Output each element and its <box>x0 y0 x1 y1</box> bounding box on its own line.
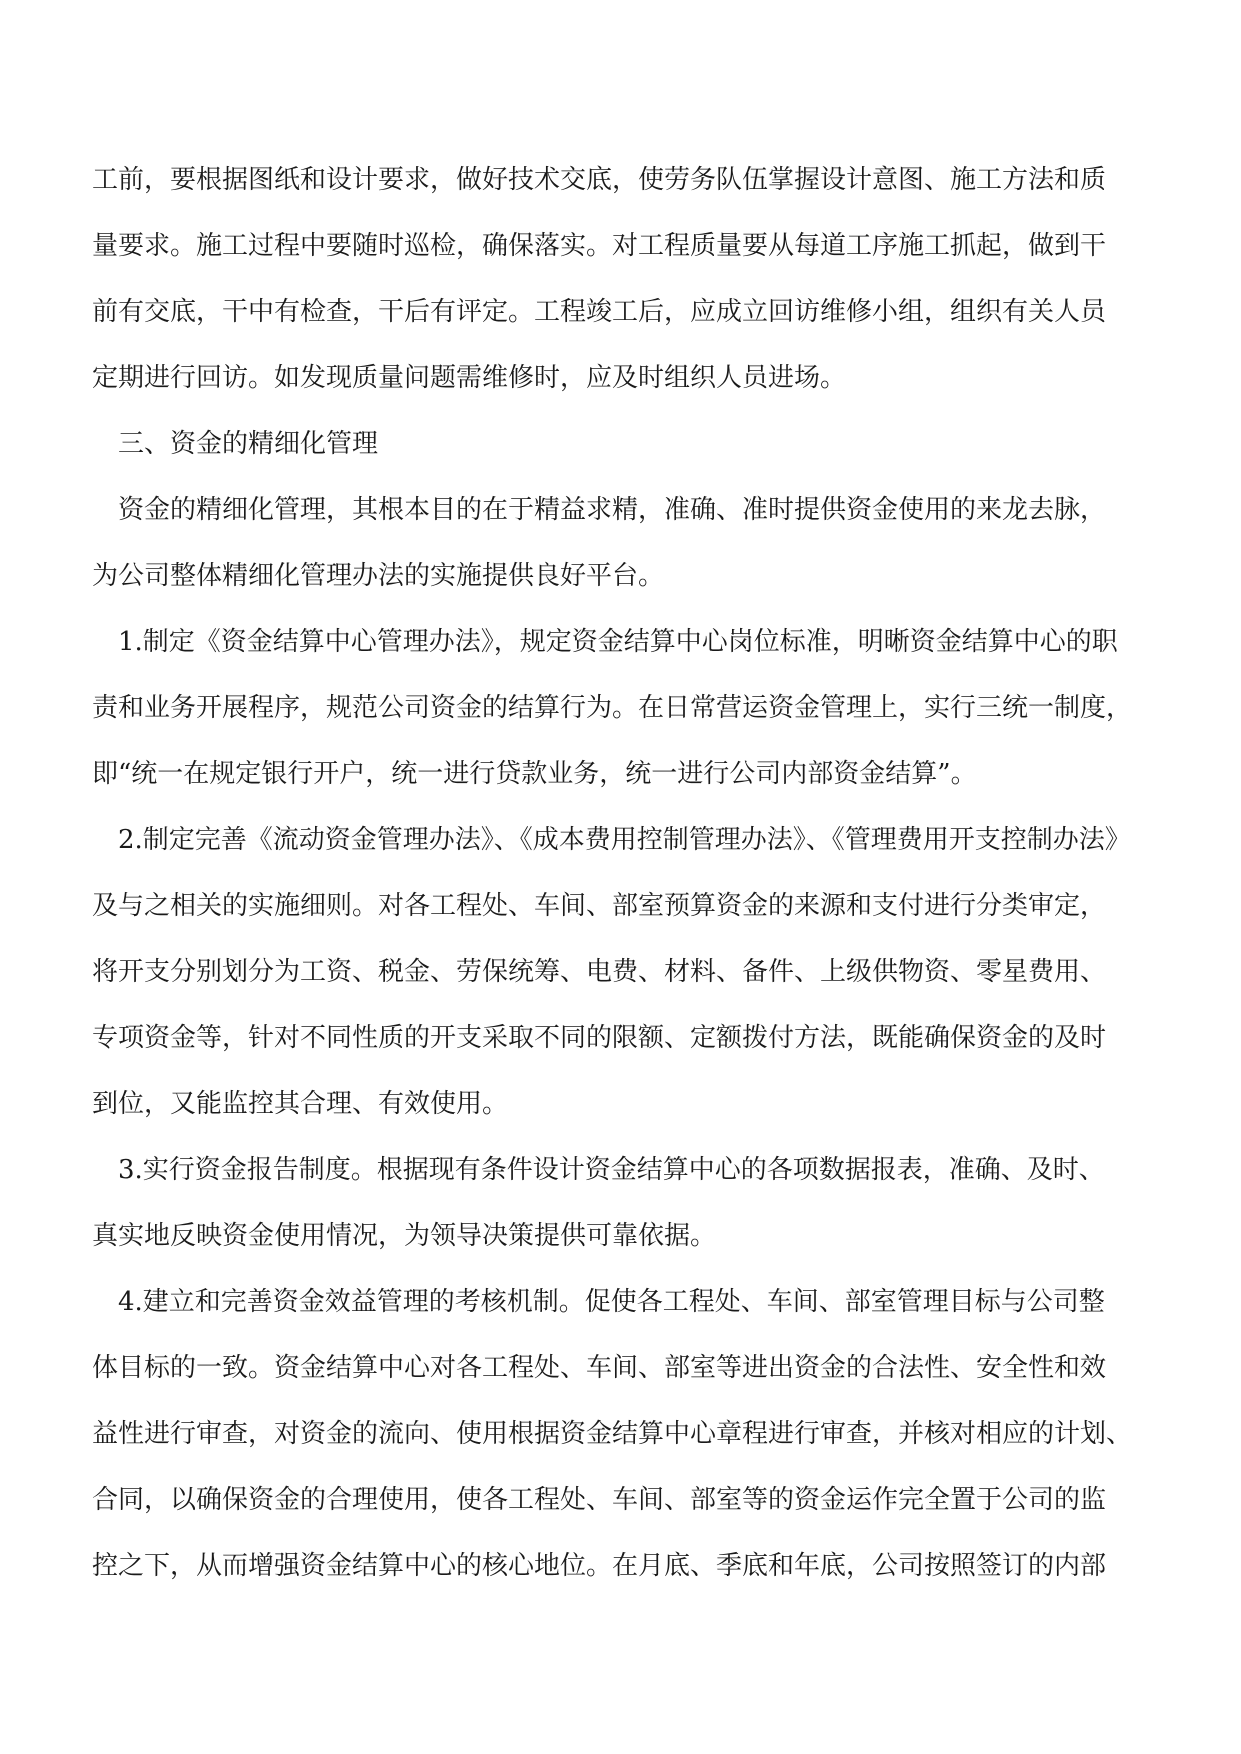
list-item-line: 将开支分别划分为工资、税金、劳保统筹、电费、材料、备件、上级供物资、零星费用、 <box>92 957 1107 987</box>
list-item-line: 2.制定完善《流动资金管理办法》、《成本费用控制管理办法》、《管理费用开支控制办法》 <box>118 825 1131 855</box>
body-text-line: 量要求。施工过程中要随时巡检，确保落实。对工程质量要从每道工序施工抓起，做到干 <box>92 231 1107 261</box>
body-text-line: 工前，要根据图纸和设计要求，做好技术交底，使劳务队伍掌握设计意图、施工方法和质 <box>92 165 1107 195</box>
list-item-line: 体目标的一致。资金结算中心对各工程处、车间、部室等进出资金的合法性、安全性和效 <box>92 1353 1107 1383</box>
section-heading: 三、资金的精细化管理 <box>118 429 379 459</box>
list-item-line: 真实地反映资金使用情况，为领导决策提供可靠依据。 <box>92 1221 717 1251</box>
list-item-line: 1.制定《资金结算中心管理办法》，规定资金结算中心岗位标准，明晰资金结算中心的职 <box>118 627 1118 657</box>
list-item-line: 3.实行资金报告制度。根据现有条件设计资金结算中心的各项数据报表，准确、及时、 <box>118 1155 1105 1185</box>
body-text-line: 前有交底，干中有检查，干后有评定。工程竣工后，应成立回访维修小组，组织有关人员 <box>92 297 1107 327</box>
list-item-line: 及与之相关的实施细则。对各工程处、车间、部室预算资金的来源和支付进行分类审定， <box>92 891 1107 921</box>
list-item-line: 合同，以确保资金的合理使用，使各工程处、车间、部室等的资金运作完全置于公司的监 <box>92 1485 1107 1515</box>
list-item-line: 即“统一在规定银行开户，统一进行贷款业务，统一进行公司内部资金结算”。 <box>92 759 977 789</box>
list-item-line: 专项资金等，针对不同性质的开支采取不同的限额、定额拨付方法，既能确保资金的及时 <box>92 1023 1107 1053</box>
list-item-line: 4.建立和完善资金效益管理的考核机制。促使各工程处、车间、部室管理目标与公司整 <box>118 1287 1105 1317</box>
list-item-line: 责和业务开展程序，规范公司资金的结算行为。在日常营运资金管理上，实行三统一制度， <box>92 693 1133 723</box>
list-item-line: 益性进行审查，对资金的流向、使用根据资金结算中心章程进行审查，并核对相应的计划、 <box>92 1419 1133 1449</box>
list-item-line: 控之下，从而增强资金结算中心的核心地位。在月底、季底和年底，公司按照签订的内部 <box>92 1551 1107 1581</box>
body-text-line: 定期进行回访。如发现质量问题需维修时，应及时组织人员进场。 <box>92 363 847 393</box>
body-text-line: 资金的精细化管理，其根本目的在于精益求精，准确、准时提供资金使用的来龙去脉， <box>118 495 1107 525</box>
body-text-line: 为公司整体精细化管理办法的实施提供良好平台。 <box>92 561 665 591</box>
list-item-line: 到位，又能监控其合理、有效使用。 <box>92 1089 509 1119</box>
